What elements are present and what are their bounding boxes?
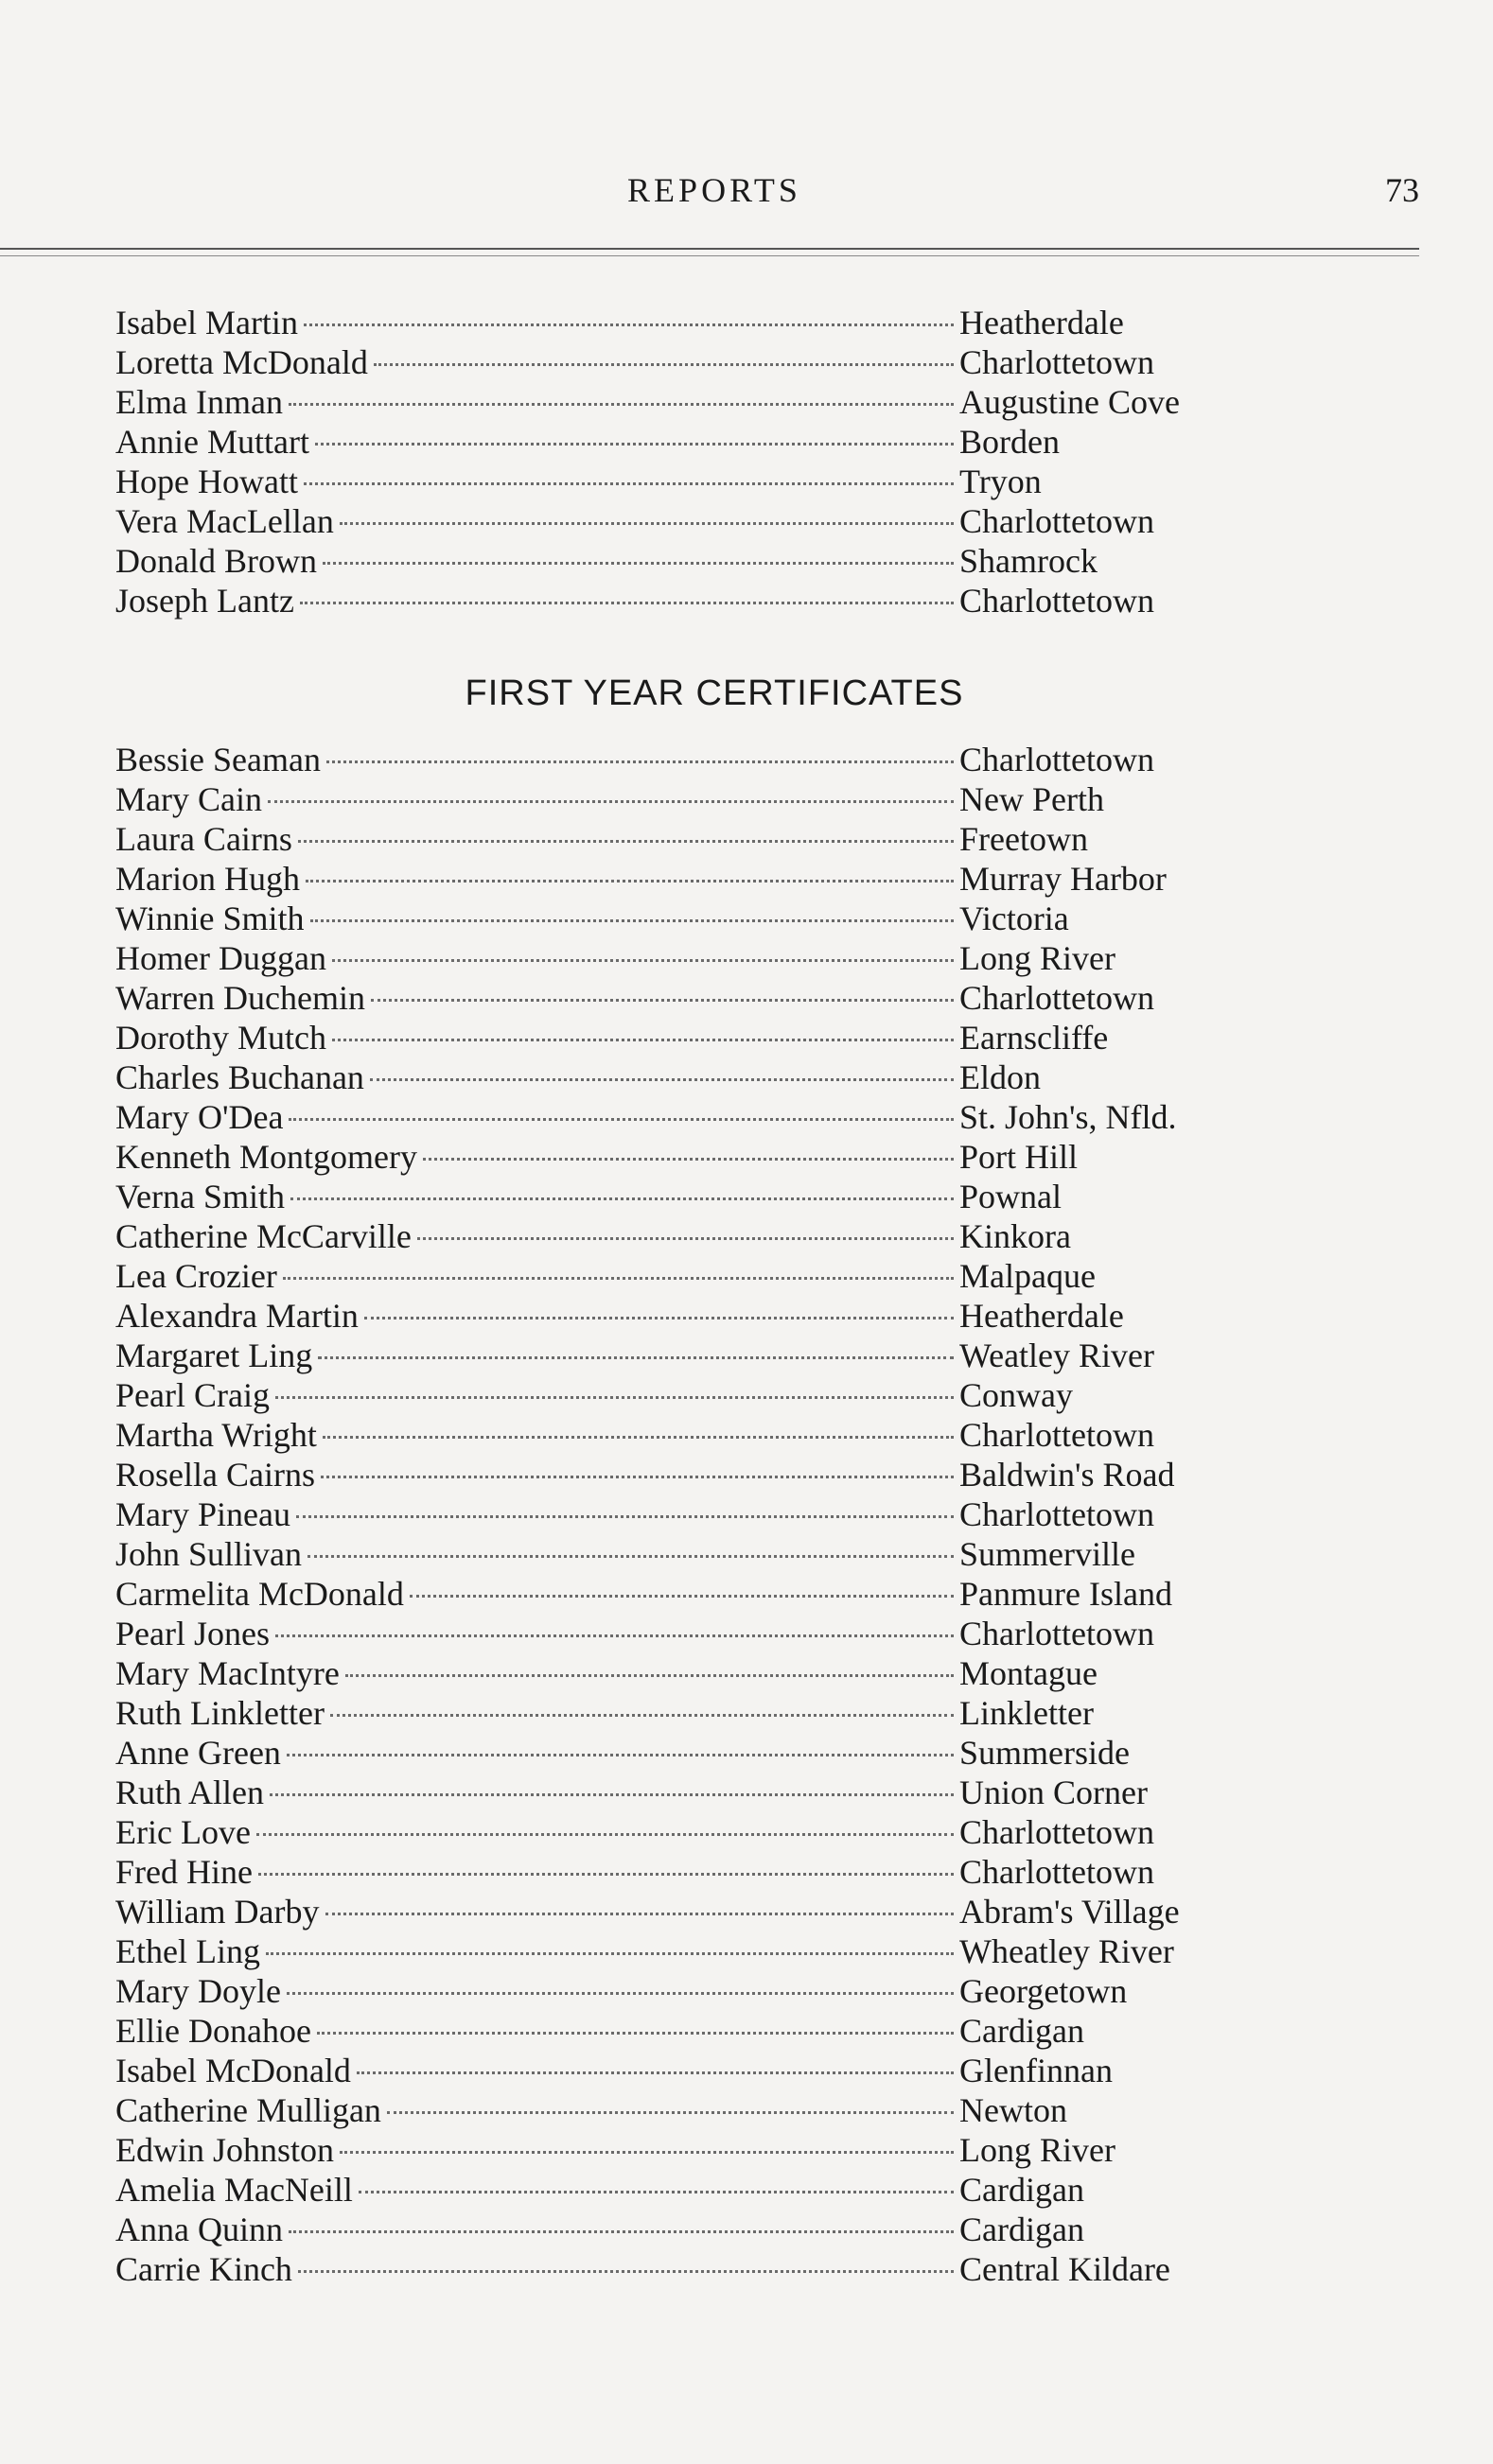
student-name: Eric Love xyxy=(115,1813,251,1851)
student-place: Summerside xyxy=(959,1734,1130,1772)
list-item xyxy=(115,740,1241,779)
student-name: Ellie Donahoe xyxy=(115,2012,311,2050)
student-name: Warren Duchemin xyxy=(115,979,365,1017)
list-item xyxy=(115,1494,1241,1534)
dot-leader xyxy=(326,760,954,763)
student-name: William Darby xyxy=(115,1893,320,1931)
list-item xyxy=(115,1971,1241,2011)
list-item xyxy=(115,2170,1241,2210)
dot-leader xyxy=(315,443,954,446)
student-name: Pearl Jones xyxy=(115,1615,270,1652)
list-item xyxy=(115,1534,1241,1574)
dot-leader xyxy=(323,1436,954,1439)
list-item xyxy=(115,1852,1241,1892)
student-name: Ethel Ling xyxy=(115,1932,260,1970)
student-place: Victoria xyxy=(959,900,1069,937)
student-name: Mary O'Dea xyxy=(115,1098,284,1136)
student-place: Charlottetown xyxy=(959,1495,1154,1533)
student-name: Fred Hine xyxy=(115,1853,253,1891)
dot-leader xyxy=(332,959,954,962)
dot-leader xyxy=(306,880,954,882)
student-place: Charlottetown xyxy=(959,1813,1154,1851)
list-item xyxy=(115,581,1241,620)
student-place: Tryon xyxy=(959,463,1042,500)
student-name: Donald Brown xyxy=(115,542,317,580)
list-item xyxy=(115,303,1241,342)
student-place: Linkletter xyxy=(959,1694,1094,1732)
list-item xyxy=(115,1296,1241,1336)
dot-leader xyxy=(417,1237,954,1240)
student-place: Kinkora xyxy=(959,1217,1071,1255)
dot-leader xyxy=(345,1674,954,1677)
dot-leader xyxy=(275,1396,954,1399)
dot-leader xyxy=(270,1793,954,1796)
student-place: Wheatley River xyxy=(959,1932,1174,1970)
dot-leader xyxy=(410,1595,954,1598)
list-item xyxy=(115,342,1241,382)
header-rule xyxy=(0,248,1419,250)
student-place: Union Corner xyxy=(959,1774,1148,1811)
list-item xyxy=(115,938,1241,978)
dot-leader xyxy=(357,2071,954,2074)
dot-leader xyxy=(330,1714,954,1717)
student-place: Augustine Cove xyxy=(959,383,1180,421)
running-head xyxy=(0,170,1493,218)
dot-leader xyxy=(287,1992,954,1995)
student-name: Amelia MacNeill xyxy=(115,2171,353,2209)
list-item xyxy=(115,1375,1241,1415)
student-name: Laura Cairns xyxy=(115,820,292,858)
student-name: Margaret Ling xyxy=(115,1337,313,1374)
list-item xyxy=(115,2249,1241,2289)
dot-leader xyxy=(370,1078,954,1081)
dot-leader xyxy=(423,1158,954,1161)
dot-leader xyxy=(323,562,954,565)
student-name: Alexandra Martin xyxy=(115,1297,359,1335)
student-place: Charlottetown xyxy=(959,741,1154,778)
dot-leader xyxy=(289,2230,954,2233)
student-place: Cardigan xyxy=(959,2012,1084,2050)
student-name: John Sullivan xyxy=(115,1535,303,1573)
dot-leader xyxy=(275,1634,954,1637)
student-name: Mary Pineau xyxy=(115,1495,290,1533)
list-item xyxy=(115,541,1241,581)
student-name: Ruth Allen xyxy=(115,1774,265,1811)
dot-leader xyxy=(364,1317,954,1319)
student-place: Weatley River xyxy=(959,1337,1155,1374)
student-place: Cardigan xyxy=(959,2171,1084,2209)
student-name: Elma Inman xyxy=(115,383,283,421)
student-name: Annie Muttart xyxy=(115,423,309,461)
student-place: Pownal xyxy=(959,1178,1062,1215)
list-item xyxy=(115,1653,1241,1693)
student-place: Georgetown xyxy=(959,1972,1128,2010)
dot-leader xyxy=(296,1515,954,1518)
list-item xyxy=(115,1455,1241,1494)
student-place: Long River xyxy=(959,2131,1115,2169)
student-place: Charlottetown xyxy=(959,1853,1154,1891)
section-heading: FIRST YEAR CERTIFICATES xyxy=(465,673,964,713)
list-item xyxy=(115,1256,1241,1296)
student-name: Carmelita McDonald xyxy=(115,1575,404,1613)
student-name: Edwin Johnston xyxy=(115,2131,335,2169)
dot-leader xyxy=(256,1833,954,1836)
student-place: Panmure Island xyxy=(959,1575,1172,1613)
student-name: Isabel Martin xyxy=(115,304,298,341)
student-name: Carrie Kinch xyxy=(115,2250,292,2288)
student-name: Anna Quinn xyxy=(115,2211,283,2248)
dot-leader xyxy=(290,1197,954,1200)
list-item xyxy=(115,1733,1241,1773)
student-name: Martha Wright xyxy=(115,1416,317,1454)
list-item xyxy=(115,1773,1241,1812)
dot-leader xyxy=(387,2111,954,2114)
student-place: Central Kildare xyxy=(959,2250,1170,2288)
dot-leader xyxy=(332,1039,954,1041)
student-place: Murray Harbor xyxy=(959,860,1167,898)
student-place: Abram's Village xyxy=(959,1893,1180,1931)
list-item xyxy=(115,2210,1241,2249)
dot-leader xyxy=(258,1873,954,1876)
dot-leader xyxy=(298,2270,954,2273)
student-place: Charlottetown xyxy=(959,1416,1154,1454)
header-rule-thin xyxy=(0,255,1419,256)
list-item xyxy=(115,2130,1241,2170)
student-place: Eldon xyxy=(959,1058,1041,1096)
student-name: Catherine McCarville xyxy=(115,1217,412,1255)
student-name: Marion Hugh xyxy=(115,860,300,898)
student-name: Mary Cain xyxy=(115,780,262,818)
list-item xyxy=(115,1693,1241,1733)
list-item xyxy=(115,819,1241,859)
student-place: Montague xyxy=(959,1654,1098,1692)
student-place: Newton xyxy=(959,2091,1067,2129)
dot-leader xyxy=(371,999,954,1002)
list-item xyxy=(115,899,1241,938)
dot-leader xyxy=(310,919,954,922)
dot-leader xyxy=(317,2032,954,2035)
dot-leader xyxy=(304,323,954,326)
student-name: Bessie Seaman xyxy=(115,741,321,778)
list-item xyxy=(115,1216,1241,1256)
dot-leader xyxy=(283,1277,954,1280)
list-item xyxy=(115,1177,1241,1216)
student-place: Heatherdale xyxy=(959,304,1124,341)
list-item xyxy=(115,859,1241,899)
student-name: Mary Doyle xyxy=(115,1972,281,2010)
student-place: Charlottetown xyxy=(959,1615,1154,1652)
student-name: Mary MacIntyre xyxy=(115,1654,340,1692)
list-item xyxy=(115,1336,1241,1375)
dot-leader xyxy=(374,363,954,366)
student-place: Borden xyxy=(959,423,1060,461)
student-place: Earnscliffe xyxy=(959,1019,1109,1057)
student-place: Long River xyxy=(959,939,1115,977)
student-place: Conway xyxy=(959,1376,1073,1414)
student-place: Summerville xyxy=(959,1535,1135,1573)
list-item xyxy=(115,2011,1241,2051)
student-place: Cardigan xyxy=(959,2211,1084,2248)
student-place: Port Hill xyxy=(959,1138,1079,1176)
student-name: Winnie Smith xyxy=(115,900,305,937)
list-item xyxy=(115,1018,1241,1057)
student-name: Catherine Mulligan xyxy=(115,2091,381,2129)
student-name: Rosella Cairns xyxy=(115,1456,315,1494)
dot-leader xyxy=(289,1118,954,1121)
list-item xyxy=(115,422,1241,462)
list-item xyxy=(115,1614,1241,1653)
list-item xyxy=(115,2090,1241,2130)
list-item xyxy=(115,1892,1241,1931)
student-place: Freetown xyxy=(959,820,1088,858)
continued-name-list xyxy=(115,303,1241,620)
list-item xyxy=(115,1931,1241,1971)
list-item xyxy=(115,1097,1241,1137)
list-item xyxy=(115,501,1241,541)
page-number: 73 xyxy=(1385,171,1419,209)
dot-leader xyxy=(325,1913,955,1915)
student-place: Charlottetown xyxy=(959,582,1154,620)
list-item xyxy=(115,382,1241,422)
list-item xyxy=(115,1137,1241,1177)
student-place: New Perth xyxy=(959,780,1104,818)
dot-leader xyxy=(359,2191,954,2193)
dot-leader xyxy=(266,1952,954,1955)
first-year-certificates-list xyxy=(115,740,1241,2289)
dot-leader xyxy=(300,602,954,604)
list-item xyxy=(115,779,1241,819)
student-place: Heatherdale xyxy=(959,1297,1124,1335)
dot-leader xyxy=(340,2151,954,2154)
student-name: Loretta McDonald xyxy=(115,343,368,381)
student-name: Verna Smith xyxy=(115,1178,285,1215)
student-place: Shamrock xyxy=(959,542,1098,580)
student-place: Charlottetown xyxy=(959,502,1154,540)
student-name: Ruth Linkletter xyxy=(115,1694,325,1732)
student-name: Dorothy Mutch xyxy=(115,1019,326,1057)
list-item xyxy=(115,1057,1241,1097)
dot-leader xyxy=(289,403,954,406)
list-item xyxy=(115,978,1241,1018)
student-name: Pearl Craig xyxy=(115,1376,270,1414)
student-name: Isabel McDonald xyxy=(115,2052,351,2089)
student-name: Kenneth Montgomery xyxy=(115,1138,417,1176)
student-place: St. John's, Nfld. xyxy=(959,1098,1177,1136)
student-place: Charlottetown xyxy=(959,343,1154,381)
student-name: Lea Crozier xyxy=(115,1257,277,1295)
running-title: REPORTS xyxy=(627,171,801,209)
student-place: Charlottetown xyxy=(959,979,1154,1017)
list-item xyxy=(115,1415,1241,1455)
student-name: Vera MacLellan xyxy=(115,502,334,540)
student-place: Glenfinnan xyxy=(959,2052,1113,2089)
dot-leader xyxy=(304,482,954,485)
dot-leader xyxy=(318,1356,954,1359)
dot-leader xyxy=(268,800,954,803)
list-item xyxy=(115,2051,1241,2090)
list-item xyxy=(115,1574,1241,1614)
list-item xyxy=(115,1812,1241,1852)
list-item xyxy=(115,462,1241,501)
student-name: Anne Green xyxy=(115,1734,281,1772)
dot-leader xyxy=(287,1754,954,1756)
student-name: Homer Duggan xyxy=(115,939,326,977)
student-name: Charles Buchanan xyxy=(115,1058,364,1096)
student-place: Baldwin's Road xyxy=(959,1456,1175,1494)
student-place: Malpaque xyxy=(959,1257,1096,1295)
student-name: Hope Howatt xyxy=(115,463,298,500)
dot-leader xyxy=(340,522,954,525)
dot-leader xyxy=(307,1555,954,1558)
dot-leader xyxy=(321,1476,954,1478)
student-name: Joseph Lantz xyxy=(115,582,294,620)
dot-leader xyxy=(298,840,954,843)
